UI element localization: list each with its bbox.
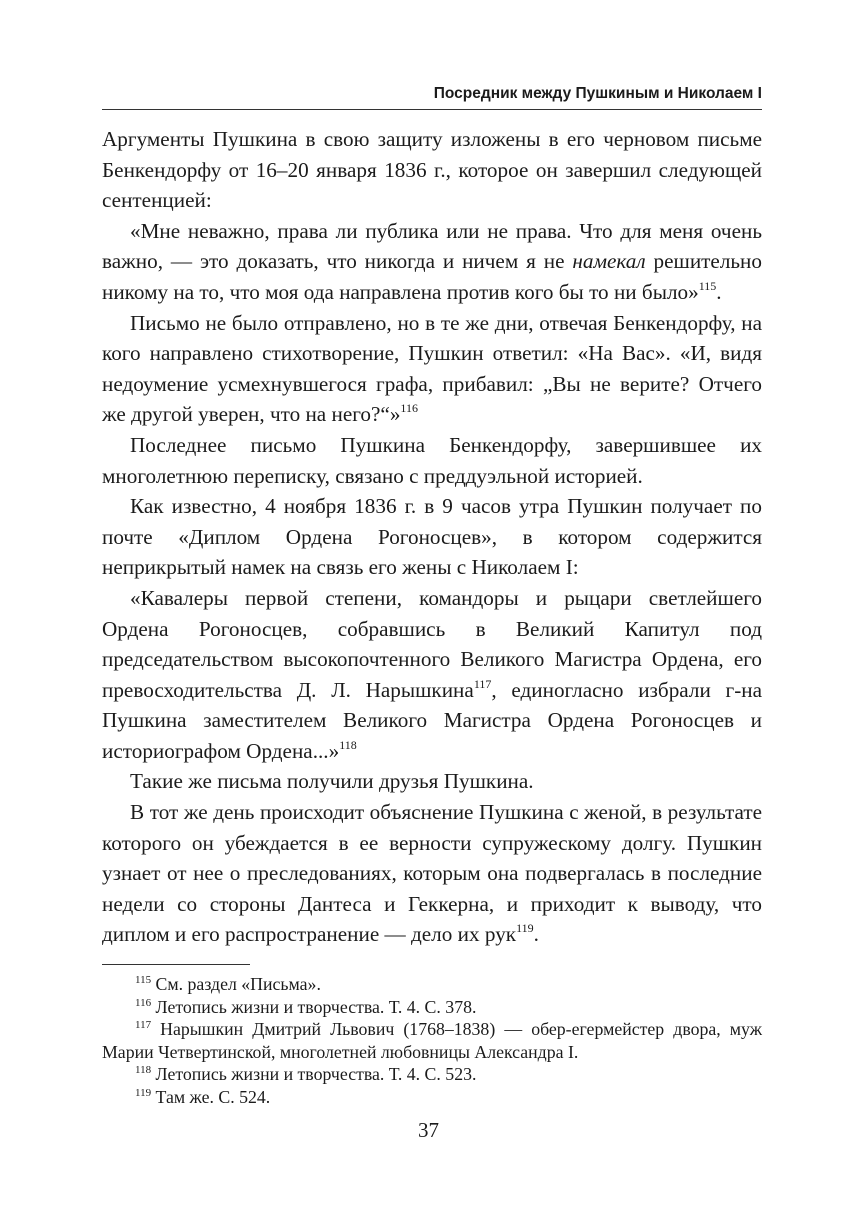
paragraph-4 xyxy=(102,430,762,491)
paragraph-3-text: Письмо не было отправлено, но в те же дни, отвечая Бенкендорфу, на кого направлено стихотворение, Пушкин ответил: «На Вас». «И, видя недоумение усмехнувшегося графа, прибавил: „Вы не верите? Отчего же другой уверен, что на него?“» xyxy=(102,310,762,427)
paragraph-1 xyxy=(102,124,762,216)
footnote-ref-117[interactable]: 117 xyxy=(473,676,492,691)
footnote-116 xyxy=(102,996,762,1019)
paragraph-4-text: Последнее письмо Пушкина Бенкендорфу, завершившее их многолетнюю переписку, связано с преддуэльной историей. xyxy=(102,432,762,488)
footnote-ref-115[interactable]: 115 xyxy=(698,278,717,293)
footnote-117 xyxy=(102,1018,762,1063)
footnote-number: 115 xyxy=(135,974,152,987)
quote-end: . xyxy=(716,279,722,304)
footnote-text: См. раздел «Письма». xyxy=(151,974,321,995)
paragraph-7-text: Такие же письма получили друзья Пушкина. xyxy=(130,769,534,794)
quote-emphasis: намекал xyxy=(572,249,646,274)
footnote-115 xyxy=(102,973,762,996)
footnote-ref-118[interactable]: 118 xyxy=(339,737,357,752)
paragraph-2-quote xyxy=(102,216,762,308)
page-number: 37 xyxy=(418,1118,439,1142)
paragraph-5 xyxy=(102,491,762,583)
footnote-text: Летопись жизни и творчества. Т. 4. С. 523. xyxy=(151,1064,477,1085)
diploma-quote-part-1: «Кавалеры первой степени, командоры и рыцари светлейшего Ордена Рогоносцев, собравшись в Великий Капитул под председательством высокопочтенного Великого Магистра Ордена, его превосходительства Д. Л. Нарышкина xyxy=(102,585,762,702)
diploma-quote-part-2: , единогласно избрали г-на Пушкина заместителем Великого Магистра Ордена Рогоносцев и историографом Ордена...» xyxy=(102,677,762,763)
footnote-118 xyxy=(102,1063,762,1086)
paragraph-5-text: Как известно, 4 ноября 1836 г. в 9 часов утра Пушкин получает по почте «Диплом Ордена Рогоносцев», в котором содержится неприкрытый намек на связь его жены с Николаем I: xyxy=(102,494,762,580)
quote-text-part-2: решительно никому на то, что моя ода направлена против кого бы то ни было» xyxy=(102,249,762,304)
footnote-text: Нарышкин Дмитрий Львович (1768–1838) — обер-егермейстер двора, муж Марии Четвертинской, многолетней любовницы Александра I. xyxy=(102,1019,762,1062)
footnote-number: 117 xyxy=(135,1019,152,1032)
paragraph-3 xyxy=(102,308,762,430)
header-rule xyxy=(102,109,762,110)
paragraph-1-text: Аргументы Пушкина в свою защиту изложены в его черновом письме Бенкендорфу от 16–20 января 1836 г., которое он завершил следующей сентенцией: xyxy=(102,127,762,213)
footnote-number: 119 xyxy=(135,1086,152,1099)
paragraph-6-quote xyxy=(102,583,762,767)
footnote-text: Летопись жизни и творчества. Т. 4. С. 378. xyxy=(151,996,477,1017)
main-text xyxy=(102,124,762,950)
paragraph-8 xyxy=(102,797,762,950)
footnote-text: Там же. С. 524. xyxy=(151,1086,271,1107)
footnote-ref-116[interactable]: 116 xyxy=(400,401,418,416)
footnote-rule xyxy=(102,964,250,965)
paragraph-7 xyxy=(102,766,762,797)
footnote-number: 116 xyxy=(135,996,152,1009)
footnotes xyxy=(102,973,762,1108)
footnote-ref-119[interactable]: 119 xyxy=(516,921,534,936)
book-page xyxy=(102,80,762,1108)
quote-text-part-1: «Мне неважно, права ли публика или не права. Что для меня очень важно, — это доказать, что никогда и ничем я не xyxy=(102,218,762,274)
running-header: Посредник между Пушкиным и Николаем I xyxy=(433,85,762,102)
footnote-119 xyxy=(102,1086,762,1109)
footnote-number: 118 xyxy=(135,1064,152,1077)
paragraph-8-end: . xyxy=(533,922,539,947)
paragraph-8-text: В тот же день происходит объяснение Пушкина с женой, в результате которого он убеждается в ее верности супружескому долгу. Пушкин узнает от нее о преследованиях, которым она подвергалась в последние недели со стороны Дантеса и Геккерна, и приходит к выводу, что диплом и его распространение — дело их рук xyxy=(102,800,762,947)
